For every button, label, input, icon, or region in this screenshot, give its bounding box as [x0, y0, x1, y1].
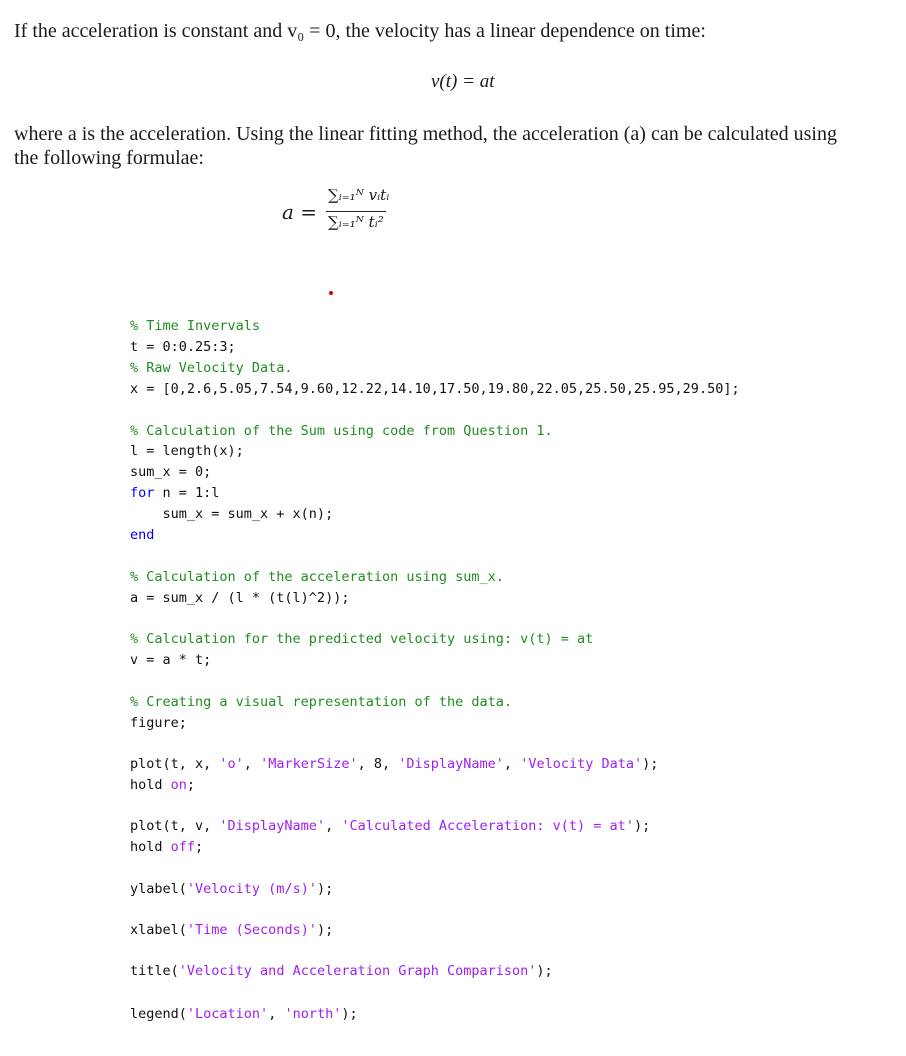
- code-line: [130, 879, 333, 899]
- code-comment: % Raw Velocity Data.: [130, 360, 293, 376]
- code-line: [130, 816, 650, 836]
- string: 'o': [219, 756, 244, 772]
- code-text: plot(t, x,: [130, 756, 220, 772]
- code-line: [130, 837, 203, 857]
- string: 'north': [284, 1006, 342, 1022]
- code-line: [130, 483, 219, 503]
- code-text: title(: [130, 963, 179, 979]
- code-line: [130, 775, 195, 795]
- code-text: );: [316, 881, 334, 897]
- code-line: t = 0:0.25:3;: [130, 339, 236, 355]
- code-line: [130, 1004, 358, 1024]
- code-line: x = [0,2.6,5.05,7.54,9.60,12.22,14.10,17.50,19.80,22.05,25.50,25.95,29.50];: [130, 381, 740, 397]
- string: 'DisplayName': [219, 818, 326, 834]
- code-text: legend(: [130, 1006, 187, 1022]
- code-comment: % Time Invervals: [130, 318, 261, 334]
- string: off: [170, 839, 196, 855]
- formula-denominator: ∑ᵢ₌₁ᴺ tᵢ²: [328, 213, 384, 231]
- code-line: [130, 754, 658, 774]
- formula-numerator: ∑ᵢ₌₁ᴺ vᵢtᵢ: [328, 186, 390, 204]
- code-text: ;: [195, 839, 204, 855]
- code-text: hold: [130, 839, 171, 855]
- code-comment: % Calculation of the Sum using code from Question 1.: [130, 423, 553, 439]
- code-text: ;: [186, 777, 196, 793]
- formula-lhs: a =: [282, 200, 318, 224]
- string: 'DisplayName': [398, 756, 504, 772]
- code-text: ylabel(: [130, 881, 187, 897]
- code-text: ,: [243, 756, 261, 772]
- code-line: sum_x = sum_x + x(n);: [130, 506, 334, 522]
- code-text: );: [633, 818, 651, 834]
- string: 'Velocity and Acceleration Graph Comparison': [178, 963, 537, 979]
- string: 'Velocity (m/s)': [186, 881, 317, 897]
- code-comment: % Calculation of the acceleration using sum_x.: [130, 569, 504, 585]
- acceleration-formula: [282, 186, 422, 240]
- code-text: );: [316, 922, 334, 938]
- string: 'Time (Seconds)': [186, 922, 317, 938]
- code-comment: % Creating a visual representation of the data.: [130, 694, 513, 710]
- paragraph-line-2: the following formulae:: [14, 147, 204, 169]
- code-text: hold: [130, 777, 171, 793]
- code-line: sum_x = 0;: [130, 464, 212, 480]
- code-comment: % Calculation for the predicted velocity using: v(t) = at: [130, 631, 594, 647]
- code-line: figure;: [130, 715, 187, 731]
- red-dot: [329, 291, 333, 295]
- string: 'Velocity Data': [520, 756, 643, 772]
- code-line: [130, 961, 553, 981]
- code-line: [130, 920, 333, 940]
- code-text: );: [341, 1006, 358, 1022]
- code-text: );: [642, 756, 659, 772]
- code-line: v = a * t;: [130, 652, 212, 668]
- code-text: ,: [325, 818, 342, 834]
- keyword: for: [130, 485, 155, 501]
- string: 'MarkerSize': [260, 756, 358, 772]
- paragraph-line-1: where a is the acceleration. Using the linear fitting method, the acceleration (a) can be calculated using: [14, 123, 837, 145]
- code-text: plot(t, v,: [130, 818, 220, 834]
- velocity-equation: v(t) = at: [431, 71, 495, 92]
- string: 'Calculated Acceleration: v(t) = at': [341, 818, 634, 834]
- code-text: ,: [268, 1006, 285, 1022]
- code-text: );: [536, 963, 553, 979]
- fraction-bar: [326, 211, 386, 212]
- code-line: a = sum_x / (l * (t(l)^2));: [130, 590, 350, 606]
- string: on: [170, 777, 187, 793]
- code-text: xlabel(: [130, 922, 187, 938]
- code-text: ,: [503, 756, 521, 772]
- string: 'Location': [186, 1006, 269, 1022]
- code-line: l = length(x);: [130, 443, 244, 459]
- intro-paragraph: If the acceleration is constant and v₀ = 0, the velocity has a linear dependence on time:: [14, 20, 706, 42]
- keyword: end: [130, 527, 155, 543]
- code-text: n = 1:l: [154, 485, 220, 501]
- code-text: , 8,: [357, 756, 399, 772]
